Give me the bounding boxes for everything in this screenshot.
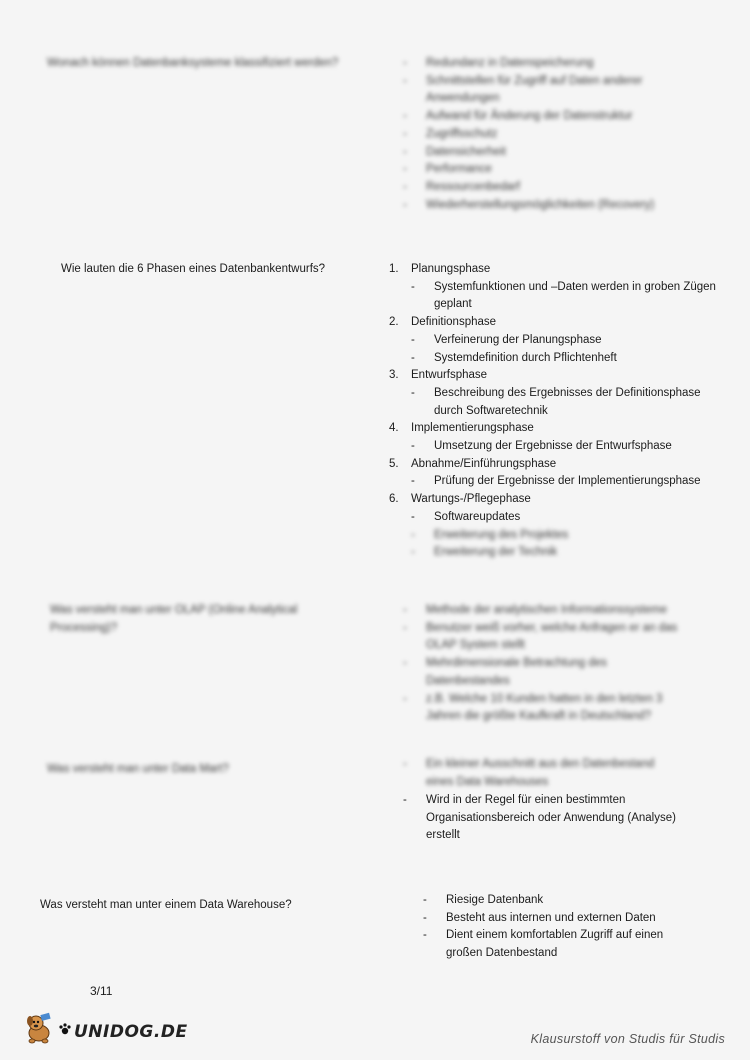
phase-number: 2. [389,316,399,329]
phase-detail [389,350,724,368]
list-item-text: Dient einem komfortablen Zugriff auf einen großen Datenbestand [446,929,664,960]
answer-list-data-mart [403,792,693,845]
list-item [403,126,668,144]
phase-number: 1. [389,263,399,275]
list-item [403,144,668,162]
phase-number: 5. [389,457,399,470]
phase-item [389,456,724,474]
phase-item [389,367,724,385]
phase-detail-text: Verfeinerung der Planungsphase [434,333,602,346]
answer-list-data-mart-blurred [403,756,673,791]
list-item-text: Performance [426,163,492,176]
phase-item [389,491,724,509]
phase-detail-text: Softwareupdates [434,510,521,523]
list-item-text: Aufwand für Änderung der Datenstruktur [426,110,633,123]
list-item-text: Riesige Datenbank [446,894,544,906]
phase-detail-text: Umsetzung der Ergebnisse der Entwurfsphase [434,440,672,453]
phase-detail [389,473,724,491]
dash-bullet: - [411,528,415,541]
page-number: 3/11 [90,984,113,998]
phase-detail [389,279,724,314]
list-item-text: Ressourcenbedarf [426,180,520,193]
question-phases: Wie lauten die 6 Phasen eines Datenbankentwurfs? [61,263,326,275]
phase-detail [389,385,704,420]
phase-detail [389,527,724,545]
list-item-text: Wiederherstellungsmöglichkeiten (Recovery) [426,198,655,211]
list-item-text: Methode der analytischen Informationssysteme [426,604,667,616]
phase-detail [389,544,724,562]
phase-item [389,420,724,438]
answer-list-data-warehouse [423,892,683,963]
phase-title: Wartungs-/Pflegephase [411,493,531,506]
phase-title: Abnahme/Einführungsphase [411,457,557,470]
phase-detail-text: Systemfunktionen und –Daten werden in groben Zügen geplant [434,280,716,311]
list-item [403,108,668,126]
phase-title: Planungsphase [411,263,491,275]
list-item-text: Besteht aus internen und externen Daten [446,911,656,924]
list-item [403,792,693,845]
list-item-text: Wird in der Regel für einen bestimmten Organisationsbereich oder Anwendung (Analyse) erstellt [426,794,676,842]
list-item-text: Schnittstellen für Zugriff auf Daten anderer Anwendungen [426,74,643,105]
phase-detail-text: Erweiterung des Projektes [434,528,569,541]
logo [22,1012,188,1053]
phase-number: 3. [389,369,399,382]
list-item [403,197,668,215]
answer-list-olap [403,602,688,726]
list-item-text: Datensicherheit [426,145,506,158]
phase-detail-text: Systemdefinition durch Pflichtenheft [434,351,617,364]
list-item [403,161,668,179]
list-item [403,620,688,655]
phase-detail-text: Prüfung der Ergebnisse der Implementierungsphase [434,475,701,488]
list-item-text: Mehrdimensionale Betrachtung des Datenbestandes [426,657,607,687]
answer-list-classification [403,55,668,214]
list-item [403,691,688,726]
dash-bullet: - [411,546,415,559]
phase-detail [389,509,724,527]
dash-bullet: - [411,386,415,399]
question-classification: Wonach können Datenbanksysteme klassifiziert werden? [47,57,339,69]
phase-item [389,261,724,279]
phase-number: 6. [389,493,399,506]
dash-bullet: - [411,333,415,346]
phase-title: Entwurfsphase [411,369,488,382]
list-item [423,927,683,962]
phase-detail-text: Beschreibung des Ergebnisses der Definitionsphase durch Softwaretechnik [434,386,701,417]
list-item-text: Ein kleiner Ausschnitt aus den Datenbestand eines Data Warehouses [426,758,655,788]
paw-icon [58,1022,72,1043]
list-item [403,756,673,791]
phase-number: 4. [389,422,399,435]
list-item [403,73,668,108]
question-data-warehouse: Was versteht man unter einem Data Warehouse? [40,899,292,911]
list-item [403,655,688,690]
dash-bullet: - [411,475,415,488]
phase-list [389,261,724,562]
list-item [423,910,683,928]
dash-bullet: - [411,351,415,364]
list-item-text: Zugriffsschutz [426,127,498,140]
question-olap: Was versteht man unter OLAP (Online Analytical Processing)? [50,604,298,634]
phase-item [389,314,724,332]
logo-text: UNIDOG.DE [74,1021,188,1042]
question-data-mart: Was versteht man unter Data Mart? [47,763,229,775]
list-item [423,892,683,910]
list-item [403,179,668,197]
dog-icon [22,1012,56,1053]
dash-bullet: - [411,280,415,293]
list-item [403,602,688,620]
phase-detail-text: Erweiterung der Technik [434,546,558,559]
phase-detail [389,438,724,456]
phase-title: Implementierungsphase [411,422,534,435]
dash-bullet: - [411,440,415,453]
phase-title: Definitionsphase [411,316,497,329]
list-item-text: z.B. Welche 10 Kunden hatten in den letzten 3 Jahren die größte Kaufkraft in Deutschland? [426,692,663,723]
phase-detail [389,332,724,350]
list-item [403,55,668,73]
list-item-text: Benutzer weiß vorher, welche Anfragen er an das OLAP System stellt [426,621,678,652]
dash-bullet: - [411,510,415,523]
list-item-text: Redundanz in Datenspeicherung [426,57,594,69]
footer-tagline: Klausurstoff von Studis für Studis [530,1032,725,1046]
